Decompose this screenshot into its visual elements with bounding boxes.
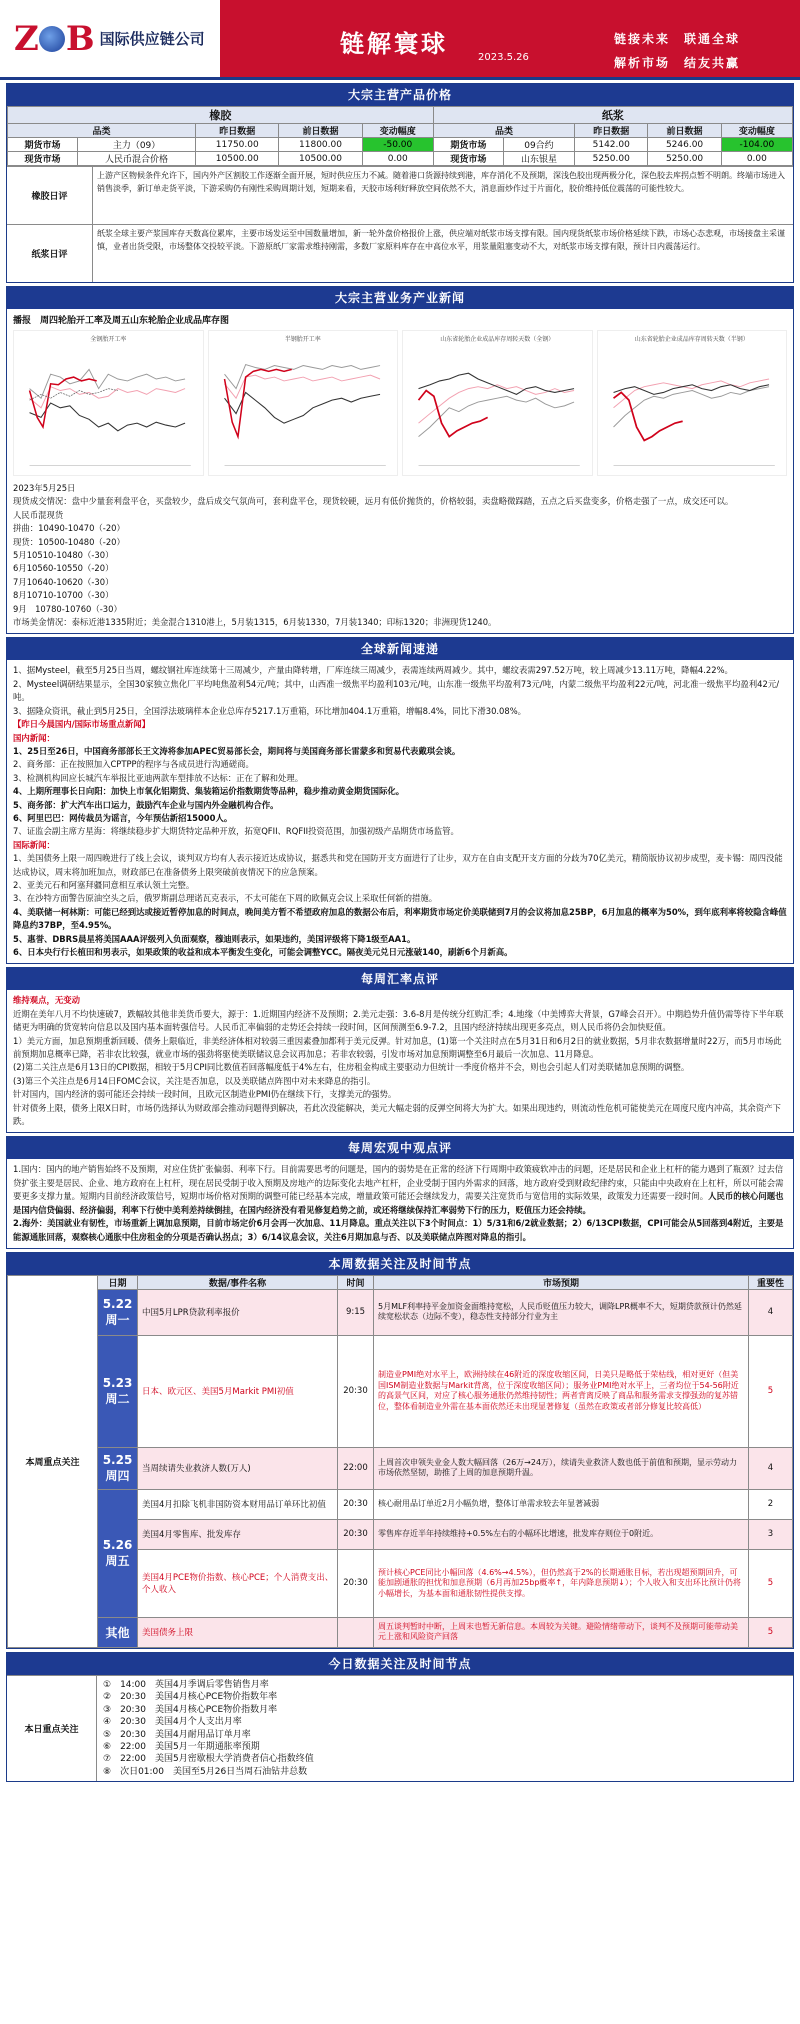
pulp-col-kind: 品类 <box>433 124 574 138</box>
news-item: 3、据隆众资讯，截止到5月25日，全国浮法玻璃样本企业总库存5217.1万重箱，环比增加404.1万重箱，增幅8.4%，同比下滑30.08%。 <box>13 705 527 716</box>
report-line: 7月10640-10620（-30） <box>13 576 114 587</box>
rubber-change-spot: 0.00 <box>362 152 433 166</box>
agenda-event: 当周续请失业救济人数(万人) <box>138 1447 338 1489</box>
fx-line: 1）美元方面，加息预期重新回暖、债务上限临近，非美经济体相对较弱三重因素叠加都利于美元反弹。针对加息，(1)第一个关注时点在5月31日和6月2日的就业数据，5月非农数据增量时22万，而5月市场此前预期加息概率已降，若非农比较强，就业市场的强劲将驱使美联储议息会议再加息；若非农较弱，引发市场对加息预期调整至6月最后一次加息、11月降息。 <box>13 1035 782 1060</box>
domestic-item: 7、证监会副主席方星海：将继续稳步扩大期货特定品种开放，拓宽QFII、RQFII投资范围，加强初级产品期货市场监管。 <box>13 826 459 837</box>
chart-title: 半钢胎开工率 <box>284 336 321 343</box>
agenda-date: 5.23 周二 <box>98 1335 138 1447</box>
rubber-col-kind: 品类 <box>8 124 196 138</box>
domestic-item: 4、上期所理事长日向阳：加快上市氧化铝期货、集装箱运价指数期货等品种，稳步推动黄金期货国际化。 <box>13 786 405 797</box>
domestic-title: 国内新闻： <box>13 732 55 743</box>
agenda-date: 其他 <box>98 1617 138 1647</box>
rubber-yesterday-spot: 10500.00 <box>196 152 279 166</box>
chart-3-plot <box>403 331 592 475</box>
agenda-date: 5.22 周一 <box>98 1289 138 1335</box>
table-row <box>8 1617 793 1647</box>
chart-allsteel-inventory <box>402 330 593 476</box>
report-line: 9月 10780-10760（-30） <box>13 603 122 614</box>
pulp-prev-futures: 5246.00 <box>648 138 721 152</box>
report-line: 5月10510-10480（-30） <box>13 550 114 561</box>
zib-logo: Z B <box>14 18 94 59</box>
report-line: 6月10560-10550（-20） <box>13 563 114 574</box>
domestic-item: 2、商务部：正在按照加入CPTPP的程序与各成员进行沟通磋商。 <box>13 759 254 770</box>
pulp-col-yesterday: 昨日数据 <box>575 124 648 138</box>
report-line: 拼曲：10490-10470（-20） <box>13 523 125 534</box>
list-item: ② 20:30 美国4月核心PCE物价指数年率 <box>103 1692 278 1703</box>
agenda-event: 日本、欧元区、美国5月Markit PMI初值 <box>138 1335 338 1447</box>
agenda-date: 5.25 周四 <box>98 1447 138 1489</box>
chart-1-plot <box>14 331 203 475</box>
rubber-category: 橡胶 <box>8 107 434 124</box>
rubber-yesterday-futures: 11750.00 <box>196 138 279 152</box>
agenda-time: 20:30 <box>338 1489 374 1519</box>
industry-section-title: 大宗主营业务产业新闻 <box>7 287 793 309</box>
fx-line: 针对国内，国内经济的弱可能还会持续一段时间，且欧元区制造业PMI仍在继续下行，支撑美元的强势。 <box>13 1089 397 1100</box>
industry-section <box>6 286 794 634</box>
industry-headline: 播报 周四轮胎开工率及周五山东轮胎企业成品库存图 <box>13 316 230 326</box>
pulp-col-change: 变动幅度 <box>721 124 792 138</box>
rubber-market-futures: 期货市场 <box>8 138 78 152</box>
price-section <box>6 83 794 283</box>
pulp-yesterday-spot: 5250.00 <box>575 152 648 166</box>
agenda-time: 20:30 <box>338 1519 374 1549</box>
table-row <box>8 1489 793 1519</box>
logo-area <box>0 0 220 77</box>
agenda-event: 美国4月PCE物价指数、核心PCE；个人消费支出、个人收入 <box>138 1549 338 1617</box>
rubber-col-yesterday: 昨日数据 <box>196 124 279 138</box>
agenda-event: 美国债务上限 <box>138 1617 338 1647</box>
pulp-change-futures: -104.00 <box>721 138 792 152</box>
intl-item: 6、日本央行行长植田和男表示，如果政策的收益和成本平衡发生变化，可能会调整YCC。隔夜美元兑日元涨破140，刷新6个月新高。 <box>13 947 513 957</box>
agenda-date: 5.26 周五 <box>98 1489 138 1617</box>
agenda-time: 20:30 <box>338 1549 374 1617</box>
today-list <box>97 1676 793 1781</box>
report-title: 链解寰球 <box>340 30 448 58</box>
pulp-col-prev: 前日数据 <box>648 124 721 138</box>
macro-domestic-bold: 人民币的核心问题也是国内信贷偏弱、经济偏弱，利率下行使中美利差持续倒挂，在国内经济没有看见修复趋势之前，或还将继续保持汇率弱势下行的压力，贬值压力还会持续。 <box>13 1191 784 1215</box>
rubber-kind-futures: 主力（09） <box>78 138 196 152</box>
chart-semisteel-rate <box>208 330 399 476</box>
agenda-expect: 核心耐用品订单近2月小幅负增，整体订单需求较去年显著减弱 <box>374 1489 749 1519</box>
pulp-prev-spot: 5250.00 <box>648 152 721 166</box>
table-row <box>8 1335 793 1447</box>
intl-item: 2、亚美元石和阿塞拜疆同意相互承认领土完整。 <box>13 879 195 890</box>
agenda-expect: 制造业PMI绝对水平上，欧洲持续在46附近的深度收缩区间，日美只是略低于荣枯线，相对更好（但美国ISM制造业数据与Markit背离，位于深度收缩区间）；服务业PMI绝对水平上，三者均位于54-56附近的高景气区间，对应了核心服务通胀仍然维持韧性；两者背离反映了商品和服务需求支撑强劲的复苏错位，整体看制造业外需在基本面依然还未出现显著修复（虽然在政策或者部分修复比较高低） <box>374 1335 749 1447</box>
list-item: ⑥ 22:00 美国5月一年期通胀率预期 <box>103 1741 260 1752</box>
rubber-review-label: 橡胶日评 <box>7 167 93 224</box>
agenda-importance: 2 <box>749 1489 793 1519</box>
intl-title: 国际新闻： <box>13 839 55 850</box>
list-item: ⑤ 20:30 美国4月耐用品订单月率 <box>103 1729 251 1740</box>
news-item: 1、据Mysteel，截至5月25日当周，螺纹钢社库连续第十三周减少，产量由降转增，厂库连续三周减少，表需连续两周减少。其中，螺纹表需297.52万吨，较上周减少13.11万吨，降幅4.22%。 <box>13 665 733 676</box>
domestic-item: 1、25日至26日，中国商务部部长王文涛将参加APEC贸易部长会，期间将与美国商务部长雷蒙多和贸易代表戴琪会谈。 <box>13 745 461 756</box>
header-banner <box>220 0 800 77</box>
agenda-section <box>6 1252 794 1649</box>
header <box>0 0 800 80</box>
agenda-left-label: 本周重点关注 <box>8 1275 98 1647</box>
global-section <box>6 637 794 964</box>
price-table <box>7 106 793 166</box>
today-left-label: 本日重点关注 <box>7 1676 97 1781</box>
agenda-time: 22:00 <box>338 1447 374 1489</box>
chart-title: 山东省轮胎企业成品库存周转天数（全钢） <box>440 336 555 343</box>
agenda-col-date: 日期 <box>98 1275 138 1289</box>
chart-semisteel-inventory <box>597 330 788 476</box>
rubber-prev-spot: 10500.00 <box>279 152 362 166</box>
chart-2-plot <box>209 331 398 475</box>
slogan-1: 链接未来 联通全球 <box>613 32 740 46</box>
spot-report <box>7 478 793 633</box>
agenda-event: 美国4月扣除飞机非国防资本财用品订单环比初值 <box>138 1489 338 1519</box>
intl-item: 3、在沙特方面警告原油空头之后，俄罗斯副总理诺瓦克表示，不太可能在下周的欧佩克会议上采取任何新的措施。 <box>13 893 438 904</box>
chart-title: 全钢胎开工率 <box>90 336 127 343</box>
list-item: ④ 20:30 美国4月个人支出月率 <box>103 1717 242 1728</box>
list-item: ⑦ 22:00 美国5月密歇根大学消费者信心指数终值 <box>103 1754 314 1765</box>
agenda-time: 20:30 <box>338 1335 374 1447</box>
today-section <box>6 1652 794 1782</box>
fx-section <box>6 967 794 1133</box>
macro-overseas: 2.海外：美国就业有韧性，市场重新上调加息预期，目前市场定价6月会再一次加息、11月降息。重点关注以下3个时间点：1）5/31和6/2就业数据；2）6/13CPI数据，CPI可能会从5回落到4附近，主要是能源通胀回落，观察核心通胀中住房租金的分项是否确认拐点；3）6/14议息会议，关注6月期加息与否、以及美联储点阵图对降息的指引。 <box>13 1218 784 1242</box>
rubber-prev-futures: 11800.00 <box>279 138 362 152</box>
agenda-table <box>7 1275 793 1648</box>
list-item: ① 14:00 英国4月季调后零售销售月率 <box>103 1679 269 1690</box>
agenda-importance: 5 <box>749 1549 793 1617</box>
list-item: ⑧ 次日01:00 美国至5月26日当周石油钻井总数 <box>103 1766 308 1777</box>
rubber-market-spot: 现货市场 <box>8 152 78 166</box>
report-date: 2023年5月25日 <box>13 483 76 493</box>
pulp-kind-futures: 09合约 <box>503 138 574 152</box>
report-line: 8月10710-10700（-30） <box>13 590 114 601</box>
macro-section <box>6 1136 794 1248</box>
intl-item: 1、美国债务上限一周四晚进行了线上会议，谈判双方均有人表示接近达成协议，据悉共和党在国防开支方面进行了让步，双方在自由支配开支方面的分歧为70亿美元，精简版协议初步成型，麦卡锡：周四没能达成协议，周末将加班加点，财政部已在准备债务上限突破前夜情况下的应急预案。 <box>13 853 783 877</box>
report-line: 现货：10500-10480（-20） <box>13 536 125 547</box>
chart-title: 山东省轮胎企业成品库存周转天数（半钢） <box>634 336 749 343</box>
agenda-col-time: 时间 <box>338 1275 374 1289</box>
tire-charts <box>7 328 793 478</box>
company-name: 国际供应链公司 <box>99 30 205 48</box>
table-row <box>8 152 793 166</box>
agenda-importance: 4 <box>749 1289 793 1335</box>
agenda-importance: 3 <box>749 1519 793 1549</box>
pulp-review <box>7 224 793 282</box>
table-row <box>8 1447 793 1489</box>
fx-view: 维持观点，无变动 <box>13 995 80 1006</box>
macro-section-title: 每周宏观中观点评 <box>7 1137 793 1159</box>
list-item: ③ 20:30 美国4月核心PCE物价指数月率 <box>103 1704 278 1715</box>
agenda-time: 9:15 <box>338 1289 374 1335</box>
domestic-item: 5、商务部：扩大汽车出口运力，鼓励汽车企业与国内外金融机构合作。 <box>13 799 279 810</box>
rubber-col-change: 变动幅度 <box>362 124 433 138</box>
fx-line: (2)第二关注点是6月13日的CPI数据，相较于5月CPI同比数值若回落幅度低于4%左右，住房租金构成主要驱动力但统计一季度价格并不会，则也会引起人们对美联储加息预期的调整。 <box>13 1062 690 1073</box>
pulp-review-text: 纸浆全球主要产浆国库存天数高位累库，主要市场发运至中国数量增加，新一轮外盘价格报价上涨，供应端对纸浆市场支撑有限。国内现货纸浆市场价格延续下跌，市场心态悲观，市场接盘主采谨慎，业者出货受限，市场整体交投较平淡。下游原纸厂家需求维持刚需，多数厂家原料库存在中高位水平，用浆量阻塞变动不大，对纸浆市场支撑有限，预计日内震荡运行。 <box>97 229 785 251</box>
agenda-expect: 周五谈判暂时中断，上周末也暂无新信息。本周较为关键。避险情绪带动下，谈判不及预期可能带动美元上涨和风险资产回落 <box>374 1617 749 1647</box>
rubber-change-futures: -50.00 <box>362 138 433 152</box>
pulp-kind-spot: 山东银星 <box>503 152 574 166</box>
rubber-kind-spot: 人民币混合价格 <box>78 152 196 166</box>
agenda-col-importance: 重要性 <box>749 1275 793 1289</box>
agenda-expect: 上周首次申领失业金人数大幅回落（26万→24万），续请失业救济人数也低于前值和预期，显示劳动力市场依然坚韧，助推了上周的加息预期升温。 <box>374 1447 749 1489</box>
report-line: 现货成交情况：盘中少量套利盘平仓，买盘较少，盘后成交气氛尚可，套利盘平仓，现货较硬，远月有低价抛货的，价格较弱，卖盘略微踩踏，五点之后买盘变多，价格走强了一点，成交还可以。 <box>13 496 734 507</box>
today-section-title: 今日数据关注及时间节点 <box>7 1653 793 1675</box>
agenda-importance: 4 <box>749 1447 793 1489</box>
rubber-review-text: 上游产区物候条件允许下，国内外产区割胶工作逐渐全面开展，短时供应压力不减。随着港口货源持续到港，库存消化不及预期，深浅色胶出现两极分化，深色胶去库拐点暂不明朗。终端市场进入销售淡季，新订单走货平淡，下游采购仍有刚性采购周期计划，短期来看，天胶市场利好释放空间依然不大，消息面炒作过于片面化，胶价维持低位震荡的可能性较大。 <box>97 171 785 193</box>
fx-commentary <box>7 990 793 1132</box>
pulp-review-label: 纸浆日评 <box>7 225 93 282</box>
price-section-title: 大宗主营产品价格 <box>7 84 793 106</box>
agenda-time <box>338 1617 374 1647</box>
fx-line: (3)第三个关注点是6月14日FOMC会议，关注是否加息，以及美联储点阵图中对未来降息的指引。 <box>13 1075 376 1086</box>
agenda-importance: 5 <box>749 1335 793 1447</box>
intl-item: 4、美联储一柯林斯：可能已经到达或接近暂停加息的时间点，晚间美方暂不希望政府加息的数据公布后，利率期货市场定价美联储到7月的会议将加息25BP，6月加息的概率为50%，到年底利率将较隐含峰值降息约37BP，至4.95%。 <box>13 906 787 931</box>
fx-line: 针对债务上限，债务上限X日时，市场仍选择认为财政部会推动问题得到解决，若此次没能解决，美元大幅走弱的反弹空间将大为扩大。如果出现违约，则流动性危机可能使美元在周度尺度内冲高，其余资产下跌。 <box>13 1102 781 1127</box>
today-block <box>7 1675 793 1781</box>
chart-allsteel-rate <box>13 330 204 476</box>
agenda-expect: 零售库存近半年持续维持+0.5%左右的小幅环比增速，批发库存则位于0附近。 <box>374 1519 749 1549</box>
pulp-market-spot: 现货市场 <box>433 152 503 166</box>
rubber-col-prev: 前日数据 <box>279 124 362 138</box>
news-item: 2、Mysteel调研结果显示，全国30家独立焦化厂平均吨焦盈利54元/吨；其中，山西准一级焦平均盈利103元/吨，山东准一级焦平均盈利73元/吨，内蒙二级焦平均盈利22元/吨，河北准一级焦平均盈利42元/吨。 <box>13 678 780 703</box>
agenda-col-expect: 市场预期 <box>374 1275 749 1289</box>
report-line: 市场美金情况：泰标近港1335附近；美金混合1310港上，5月装1315，6月装1330，7月装1340；印标1320；非洲现货1240。 <box>13 617 497 628</box>
macro-commentary <box>7 1159 793 1247</box>
agenda-event: 中国5月LPR贷款利率报价 <box>138 1289 338 1335</box>
rubber-review <box>7 166 793 224</box>
chart-4-plot <box>598 331 787 475</box>
table-row <box>8 1289 793 1335</box>
report-date: 2023.5.26 <box>478 52 529 63</box>
domestic-item: 3、检测机构回应长城汽车举报比亚迪两款车型排放不达标：正在了解和处理。 <box>13 772 304 783</box>
intl-item: 5、惠誉、DBRS晨星将美国AAA评级列入负面观察，穆迪则表示，如果违约，美国评级将下降1级至AA1。 <box>13 933 416 944</box>
agenda-section-title: 本周数据关注及时间节点 <box>7 1253 793 1275</box>
hot-news-title: 【昨日今晨国内/国际市场重点新闻】 <box>13 719 151 730</box>
agenda-event: 美国4月零售库、批发库存 <box>138 1519 338 1549</box>
agenda-col-event: 数据/事件名称 <box>138 1275 338 1289</box>
pulp-change-spot: 0.00 <box>721 152 792 166</box>
agenda-expect: 5月MLF利率持平金加资金面维持宽松，人民币贬值压力较大，调降LPR概率不大，短期贷款预计仍然延续宽松状态（边际不变），稳态性支持部分行业为主 <box>374 1289 749 1335</box>
fx-line: 近期在美年八月不均快速破7，跌幅较其他非美货币要大，源于：1.近期国内经济不及预期；2.美元走强：3.6-8月是传统分红购汇季；4.地缘（中美博弈大背景，G7峰会召开）。中期趋势升值仍需等待下半年联储更为明确的货宽转向信息以及国内基本面转强信号。人民币汇率偏弱的走势还会持续一段时间，区间预测至6.9-7.2，且国内经济持续出现更多亮点，则人民币将仍会加快贬值。 <box>13 1008 784 1033</box>
table-row <box>8 138 793 152</box>
global-section-title: 全球新闻速递 <box>7 638 793 660</box>
agenda-expect: 预计核心PCE同比小幅回落（4.6%→4.5%），但仍然高于2%的长期通胀目标，若出现超预期回升，可能加剧通胀的担忧和加息预期（6月再加25bp概率↑，年内降息预期↓）；个人收入和支出环比预计仍将小幅增长，为基本面和通胀韧性提供支撑。 <box>374 1549 749 1617</box>
report-line: 人民币混现货 <box>13 509 64 520</box>
pulp-category: 纸浆 <box>433 107 792 124</box>
slogan-2: 解析市场 结友共赢 <box>613 56 740 70</box>
pulp-yesterday-futures: 5142.00 <box>575 138 648 152</box>
global-news <box>7 660 793 963</box>
fx-section-title: 每周汇率点评 <box>7 968 793 990</box>
macro-domestic: 1.国内：国内的地产销售始终不及预期，对应住货扩张偏弱、利率下行。目前需要思考的问题是，国内的弱势是在正常的经济下行周期中政策疲软冲击的问题，还是居民和企业上杠杆的能力遇到了瓶颈？过去信贷扩张主要是居民、企业、地方政府在上杠杆，现在居民受制于收入预期及房地产的边际变化去地产杠杆，企业受制于国内外需求的回落，地方政府受到财政纪律约束，只能由中央政府在上杠杆，所以可能会需要更多支撑力量。短期内目前经济政策信号，短期市场价格对预期的调整可能已经基本完成，增量政策可能还会继续发力，需要关注宽货币与宽信用的实际效果，政策发力还需要一段时间。 <box>13 1164 784 1202</box>
pulp-market-futures: 期货市场 <box>433 138 503 152</box>
agenda-importance: 5 <box>749 1617 793 1647</box>
domestic-item: 6、阿里巴巴：网传裁员为谣言，今年预估新招15000人。 <box>13 812 233 823</box>
